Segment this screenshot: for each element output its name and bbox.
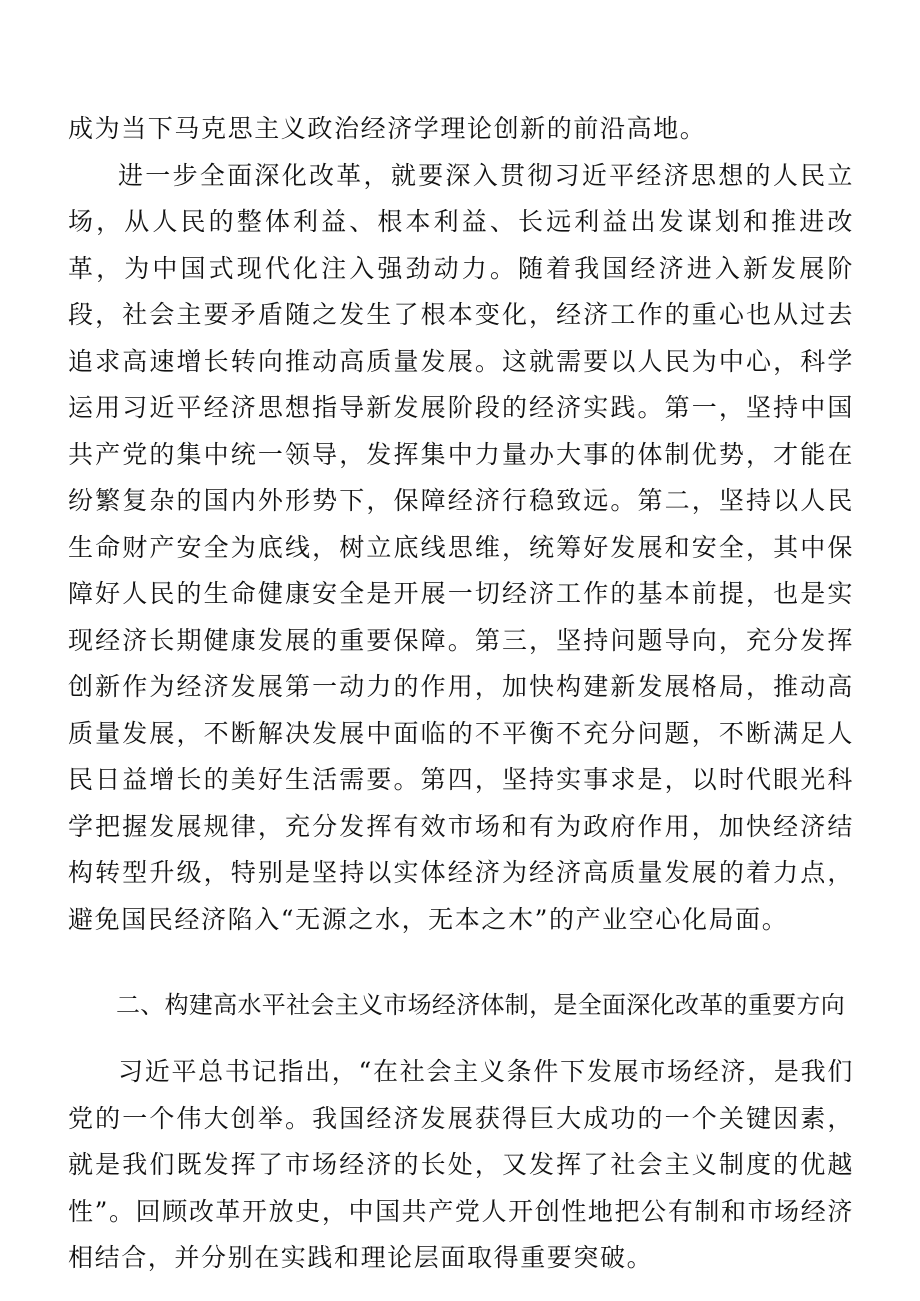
document-body — [68, 106, 854, 1282]
section-heading: 二、构建高水平社会主义市场经济体制，是全面深化改革的重要方向 — [116, 991, 845, 1019]
paragraph-deepening-reform: 进一步全面深化改革，就要深入贯彻习近平经济思想的人民立场，从人民的整体利益、根本利益、长远利益出发谋划和推进改革，为中国式现代化注入强劲动力。随着我国经济进入新发展阶段，社会主要矛盾随之发生了根本变化，经济工作的重心也从过去追求高速增长转向推动高质量发展。这就需要以人民为中心，科学运用习近平经济思想指导新发展阶段的经济实践。第一，坚持中国共产党的集中统一领导，发挥集中力量办大事的体制优势，才能在纷繁复杂的国内外形势下，保障经济行稳致远。第二，坚持以人民生命财产安全为底线，树立底线思维，统筹好发展和安全，其中保障好人民的生命健康安全是开展一切经济工作的基本前提，也是实现经济长期健康发展的重要保障。第三，坚持问题导向，充分发挥创新作为经济发展第一动力的作用，加快构建新发展格局，推动高质量发展，不断解决发展中面临的不平衡不充分问题，不断满足人民日益增长的美好生活需要。第四，坚持实事求是，以时代眼光科学把握发展规律，充分发挥有效市场和有为政府作用，加快经济结构转型升级，特别是坚持以实体经济为经济高质量发展的着力点，避免国民经济陷入“无源之水，无本之木”的产业空心化局面。 — [68, 160, 854, 934]
paragraph-continuation: 成为当下马克思主义政治经济学理论创新的前沿高地。 — [68, 114, 707, 143]
paragraph-market-economy: 习近平总书记指出，“在社会主义条件下发展市场经济，是我们党的一个伟大创举。我国经济发展获得巨大成功的一个关键因素，就是我们既发挥了市场经济的长处，又发挥了社会主义制度的优越性”。回顾改革开放史，中国共产党人开创性地把公有制和市场经济相结合，并分别在实践和理论层面取得重要突破。 — [68, 1057, 854, 1272]
